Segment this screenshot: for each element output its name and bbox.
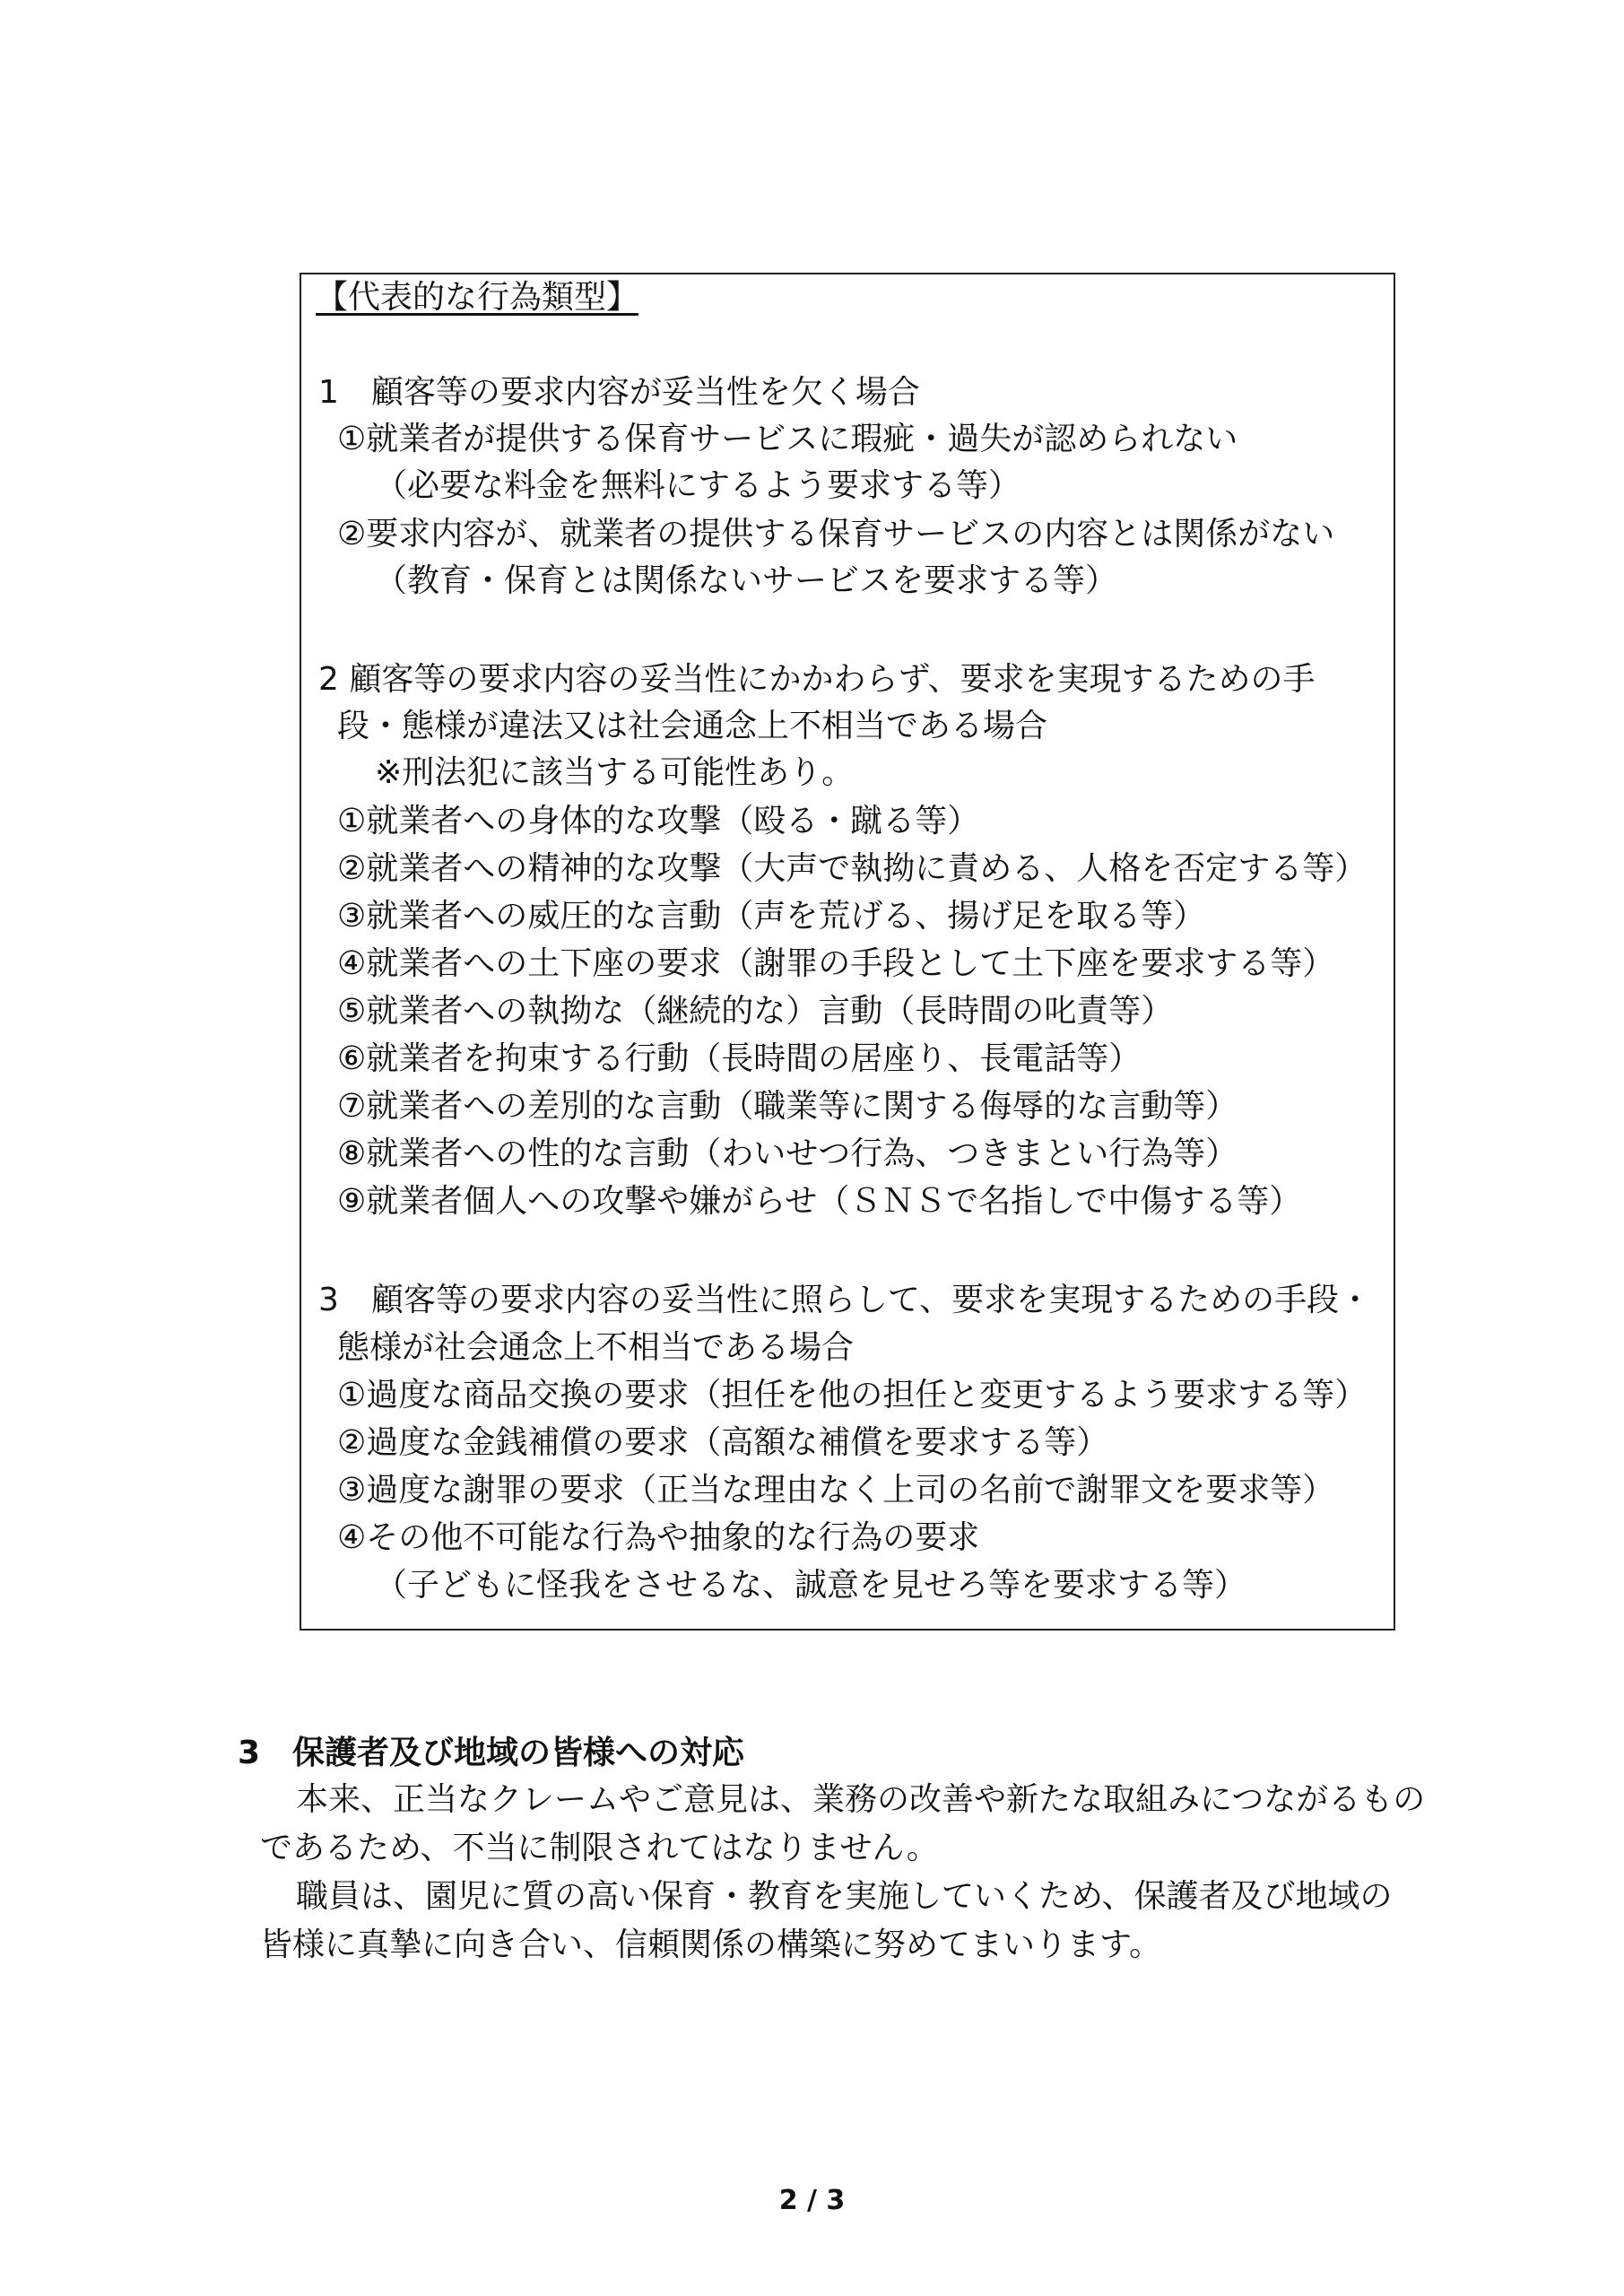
box-line: ⑧就業者への性的な言動（わいせつ行為、つきまとい行為等） [337, 1135, 1238, 1172]
paragraph-line: 本来、正当なクレームやご意見は、業務の改善や新たな取組みにつながるもの [296, 1781, 1426, 1818]
paragraph-line: 皆様に真摯に向き合い、信頼関係の構築に努めてまいります。 [260, 1926, 1162, 1963]
box-line: （必要な料金を無料にするよう要求する等） [375, 467, 1021, 504]
box-line: ⑨就業者個人への攻撃や嫌がらせ（ＳＮＳで名指しで中傷する等） [337, 1183, 1302, 1220]
box-title: 【代表的な行為類型】 [316, 279, 639, 316]
box-line: 3 顧客等の要求内容の妥当性に照らして、要求を実現するための手段・ [318, 1282, 1372, 1318]
section-heading: 3 保護者及び地域の皆様への対応 [238, 1735, 745, 1771]
box-line: 段・態様が違法又は社会通念上不相当である場合 [337, 708, 1048, 744]
box-line: ①就業者が提供する保育サービスに瑕疵・過失が認められない [337, 421, 1238, 457]
page-number: 2 / 3 [778, 2185, 846, 2216]
box-line: ①過度な商品交換の要求（担任を他の担任と変更するよう要求する等） [337, 1377, 1368, 1413]
box-line: ②就業者への精神的な攻撃（大声で執拗に責める、人格を否定する等） [337, 850, 1368, 887]
box-line: ③過度な謝罪の要求（正当な理由なく上司の名前で謝罪文を要求等） [337, 1472, 1335, 1509]
box-line: ②要求内容が、就業者の提供する保育サービスの内容とは関係がない [337, 516, 1335, 552]
box-line: ①就業者への身体的な攻撃（殴る・蹴る等） [337, 803, 980, 839]
box-line: 1 顧客等の要求内容が妥当性を欠く場合 [318, 374, 920, 411]
box-line: ③就業者への威圧的な言動（声を荒げる、揚げ足を取る等） [337, 898, 1206, 935]
paragraph-line: 職員は、園児に質の高い保育・教育を実施していくため、保護者及び地域の [296, 1878, 1393, 1915]
box-line: 2 顧客等の要求内容の妥当性にかかわらず、要求を実現するための手 [318, 661, 1316, 698]
box-line: ⑤就業者への執拗な（継続的な）言動（長時間の叱責等） [337, 993, 1174, 1030]
box-line: （教育・保育とは関係ないサービスを要求する等） [375, 562, 1118, 599]
box-line: ⑦就業者への差別的な言動（職業等に関する侮辱的な言動等） [337, 1088, 1238, 1125]
box-line: ④就業者への土下座の要求（謝罪の手段として土下座を要求する等） [337, 945, 1335, 982]
box-line: 態様が社会通念上不相当である場合 [337, 1329, 855, 1366]
box-line: （子どもに怪我をさせるな、誠意を見せろ等を要求する等） [375, 1567, 1247, 1604]
box-line: ②過度な金銭補償の要求（高額な補償を要求する等） [337, 1424, 1109, 1461]
paragraph-line: であるため、不当に制限されてはなりません。 [260, 1830, 939, 1866]
box-line: ※刑法犯に該当する可能性あり。 [375, 754, 855, 791]
box-line: ④その他不可能な行為や抽象的な行為の要求 [337, 1519, 980, 1556]
box-line: ⑥就業者を拘束する行動（長時間の居座り、長電話等） [337, 1040, 1142, 1077]
